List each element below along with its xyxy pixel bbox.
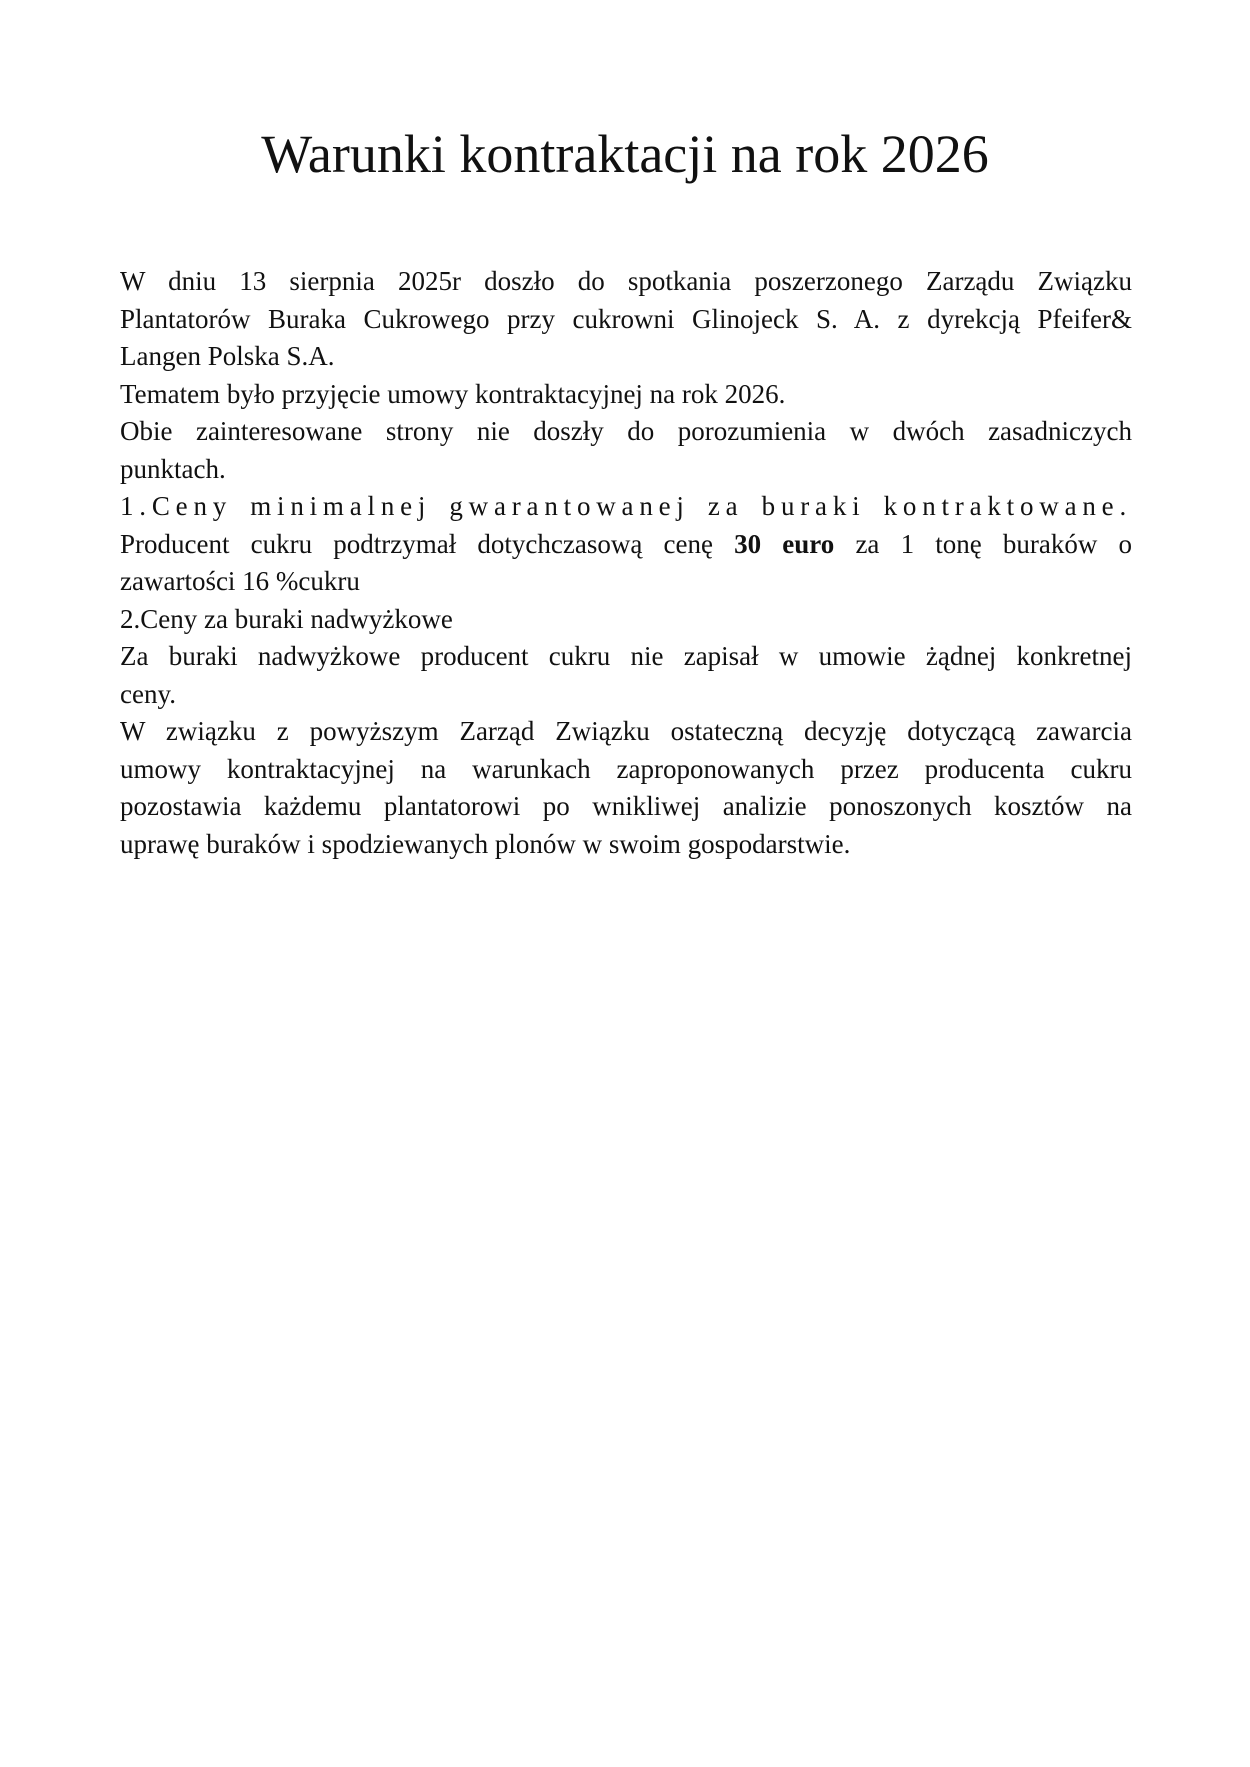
price-text-after: za 1 tonę buraków o [834,528,1133,559]
page-title: Warunki kontraktacji na rok 2026 [261,124,989,184]
point-1-heading: 1.Ceny minimalnej gwarantowanej za buraki kontraktowane. [120,491,1132,521]
price-value: 30 euro [734,528,835,559]
point-2-heading: 2.Ceny za buraki nadwyżkowe [120,603,453,634]
price-line [120,526,1132,564]
paragraph-line: W dniu 13 sierpnia 2025r doszło do spotkania poszerzonego Zarządu Związku [120,266,1132,296]
paragraph-line: ceny. [120,678,176,709]
paragraph-line: uprawę buraków i spodziewanych plonów w swoim gospodarstwie. [120,828,851,859]
paragraph-line: Langen Polska S.A. [120,341,335,371]
paragraph-line: umowy kontraktacyjnej na warunkach zaproponowanych przez producenta cukru [120,753,1132,784]
paragraph-line: Obie zainteresowane strony nie doszły do porozumienia w dwóch zasadniczych [120,416,1132,446]
paragraph-line: zawartości 16 %cukru [120,566,360,596]
paragraph-line: Za buraki nadwyżkowe producent cukru nie zapisał w umowie żądnej konkretnej [120,641,1132,671]
paragraph-line: punktach. [120,453,226,484]
paragraph-line: W związku z powyższym Zarząd Związku ostateczną decyzję dotyczącą zawarcia [120,716,1132,746]
paragraph-line: pozostawia każdemu plantatorowi po wnikliwej analizie ponoszonych kosztów na [120,791,1132,821]
price-text-before: Producent cukru podtrzymał dotychczasową cenę [120,528,735,559]
document-body [120,263,1132,863]
paragraph-line: Tematem było przyjęcie umowy kontraktacyjnej na rok 2026. [120,378,786,409]
paragraph-line: Plantatorów Buraka Cukrowego przy cukrowni Glinojeck S. A. z dyrekcją Pfeifer& [120,303,1132,334]
